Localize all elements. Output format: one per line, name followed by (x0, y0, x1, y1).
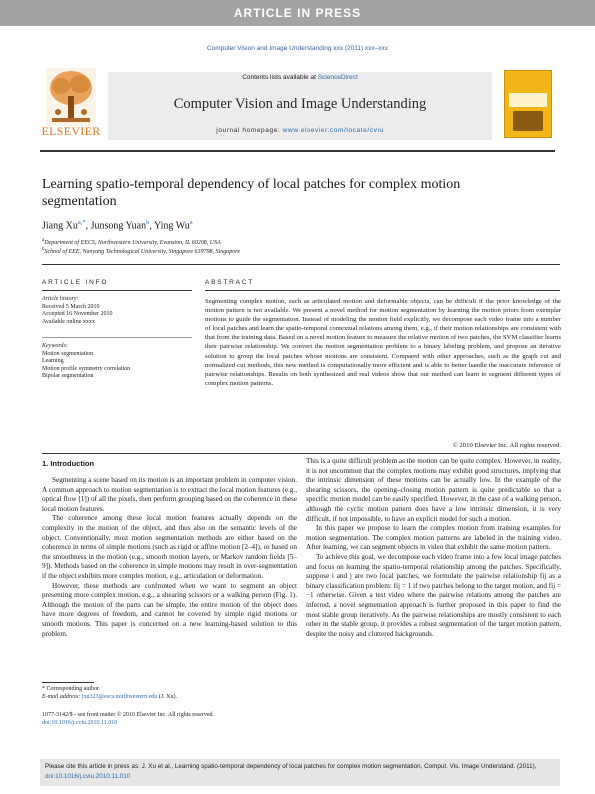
journal-name: Computer Vision and Image Understanding (173, 96, 427, 112)
elsevier-logo[interactable] (40, 68, 102, 140)
article-info-heading: ARTICLE INFO (42, 279, 109, 286)
abstract-heading: ABSTRACT (205, 279, 255, 286)
right-body-column (306, 457, 561, 639)
article-doi-link[interactable]: doi:10.1016/j.cviu.2010.11.010 (42, 719, 118, 726)
email-label: E-mail address: (42, 693, 82, 700)
keyword-item: Motion profile symmetry correlation (42, 365, 131, 372)
history-received: Received 5 March 2010 (42, 303, 100, 310)
author-name: Junsong Yuan (90, 220, 147, 232)
keyword-item: Learning (42, 358, 64, 365)
author-affiliation-mark[interactable]: a,* (77, 219, 86, 226)
body-paragraph: This is a quite difficult problem as the motion can be quite complex. However, in reality, it is not uncommon that the complex motions may exhibit good structures, implying that the intrinsic dimension of these motions can be actually low. In the example of the shearing scissors, the opening–closing motion pattern is quite predictable so that a specific motion model can be easily specified. However, in the case of a walking person, although the cyclic motion pattern does have a low intrinsic dimension, it is very difficult, if not impossible, to have an explicit model for such a motion. (306, 457, 562, 523)
elsevier-tree-icon (46, 68, 96, 126)
front-matter-note (42, 712, 297, 727)
abstract-bottom-divider (42, 453, 560, 454)
header-divider (42, 264, 560, 265)
body-paragraph: In this paper we propose to learn the complex motion from training examples for motion segmentation. The complex motion patterns are labeled in the training video. After learning, we can segment objects in video that exhibit the same motion pattern. (306, 524, 561, 552)
abstract-copyright: © 2010 Elsevier Inc. All rights reserved. (452, 442, 561, 449)
body-paragraph: To achieve this goal, we decompose each video frame into a few local image patches and focus on learning the spatio-temporal relationship among the patches. Specifically, suppose i and j are two local patches, we formulate the pairwise relationship fij as a binary classification problem: fij = 1 if two patches belong to the target motion, and fij = −1 otherwise. Given a test video where the pairwise relations among the patches are inferred, a novel segmentation approach is further proposed in this paper to find the most stable group iteratively. As the pairwise relationships are mostly consistent to each other in the stable group, it provides a robust segmentation of the target motion pattern, despite the noisy and cluttered backgrounds. (306, 552, 561, 638)
abstract-rule (205, 290, 560, 291)
history-label: Article history: (42, 296, 79, 302)
homepage-prefix: journal homepage: (216, 127, 283, 134)
author-email-link[interactable]: jxu323@eecs.northwestern.edu (81, 693, 158, 700)
body-paragraph: The coherence among these local motion features actually depends on the complexity in the motion of the object, and thus also on the semantic levels of the object. Conventionally, most motion segmentation methods are either based on the coherence in terms of simple motions (such as rigid or affine motion [2–4]), or based on the smoothness in the motion (e.g., smooth motion layers, or Markov random fields [5–9]). Methods based on the coherence in simple motions may result in over-segmentation if the object exhibits more complex motion, e.g., articulation or deformation. (42, 514, 297, 580)
author-name: Jiang Xu (42, 220, 78, 232)
article-info-rule (42, 290, 192, 291)
author-name: Ying Wu (153, 220, 190, 232)
journal-reference[interactable]: Computer Vision and Image Understanding xxx (2011) xxx–xxx (206, 45, 389, 52)
journal-homepage-line (108, 127, 492, 134)
journal-masthead (40, 68, 555, 144)
author-list: Jiang $Xu^{a,*}$, Junsong Yuan$^b$, Ying Wu$^a$ (42, 219, 193, 232)
corresponding-author-footnote (42, 686, 297, 701)
author-affiliation-mark[interactable]: a (189, 219, 193, 226)
body-paragraph: Segmenting a scene based on its motion is an important problem in computer vision. A common approach to motion segmentation is to extract the local motion features (e.g., optical flow [1]) of all the pixels, then perform grouping based on the coherence in these local motion features. (42, 476, 297, 513)
keyword-item: Motion segmentation (42, 350, 94, 357)
left-body-column (42, 476, 297, 639)
email-line (42, 694, 297, 702)
keyword-item: Bipolar segmentation (42, 373, 94, 380)
cover-picture (513, 111, 543, 131)
journal-cover-thumbnail[interactable] (504, 70, 552, 138)
keywords-block (42, 343, 182, 381)
homepage-url-link[interactable]: www.elsevier.com/locate/cviu (282, 127, 384, 134)
introduction-heading: 1. Introduction (42, 459, 95, 468)
affiliation-mark: b (42, 247, 45, 252)
elsevier-wordmark: ELSEVIER (41, 124, 101, 138)
history-accepted: Accepted 16 November 2010 (42, 311, 113, 318)
info-divider (42, 337, 192, 338)
affiliation-text: School of EEE, Nanyang Technological University, Singapore 639798, Singapore (44, 249, 240, 255)
cover-title-band (509, 93, 547, 107)
article-in-press-banner: ARTICLE IN PRESS (0, 0, 595, 26)
citation-text: Please cite this article in press as: J. Xu et al., Learning spatio-temporal dependency of local patches for complex motion segmentation, Comput. Vis. Image Understand. (2011), (45, 763, 537, 770)
front-matter-text: 1077-3142/$ - see front matter © 2010 Elsevier Inc. All rights reserved. (42, 712, 215, 718)
affiliation-a (42, 238, 522, 246)
history-online: Available online xxxx (42, 318, 95, 325)
footnote-rule (42, 682, 94, 683)
affiliation-b (42, 247, 522, 255)
corresponding-author-note: * Corresponding author. (42, 686, 101, 692)
author-affiliation-mark[interactable]: b (146, 219, 150, 226)
masthead-center-panel (108, 72, 492, 140)
contents-available-line (108, 74, 492, 81)
sciencedirect-link[interactable]: ScienceDirect (317, 74, 358, 81)
article-title: Learning spatio-temporal dependency of local patches for complex motion segmentation (42, 177, 461, 209)
abstract-text: Segmenting complex motion, such as articulated motion and deformable objects, can be difficult if the prior knowledge of the motion pattern is not available. We present a novel method for motion segmentation by learning the motion priors from exemplar motions to guide the segmentation. Instead of modeling the motion field explicitly, we decompose each video frame into a number of local patches and learn the spatio-temporal contextual relations among them, e.g., if their motion relationships are consistent with that from the training data. Based on a novel motion feature to measure the relative motion of two patches, the SVM classifier learns their pairwise relationship. We convert the motion segmentation problem to a binary labeling problem, and propose an iterative solution to group the local patches whose motions are consistent. Compared with other approaches, such as the graph cut and normalized cut methods, this new method is computationally more efficient and is able to better handle the inaccurate inference of pairwise relationships. Results on both synthesized and real videos show that our method can learn to segment different types of complex motion patterns. (205, 298, 561, 387)
body-paragraph: However, these methods are confronted when we want to segment an object presenting more complex motion, e.g., a shearing scissors or a walking person (Fig. 1). Although the motion of the parts can be simple, the entire motion of the object does have more degrees of freedom, and cannot be covered by simple rigid motions or smooth motions. This paper is concerned on a new learning-based solution to this problem. (42, 581, 297, 638)
masthead-divider (40, 150, 555, 152)
citation-doi-link[interactable]: doi:10.1016/j.cviu.2010.11.010 (45, 773, 131, 780)
citation-box (40, 759, 560, 786)
keywords-label: Keywords: (42, 343, 68, 349)
email-suffix: (J. Xu). (157, 693, 177, 700)
article-history (42, 296, 182, 326)
affiliation-text: Department of EECS, Northwestern University, Evanston, IL 60208, USA (44, 240, 221, 246)
contents-prefix: Contents lists available at (242, 74, 318, 81)
affiliation-mark: a (42, 238, 45, 243)
